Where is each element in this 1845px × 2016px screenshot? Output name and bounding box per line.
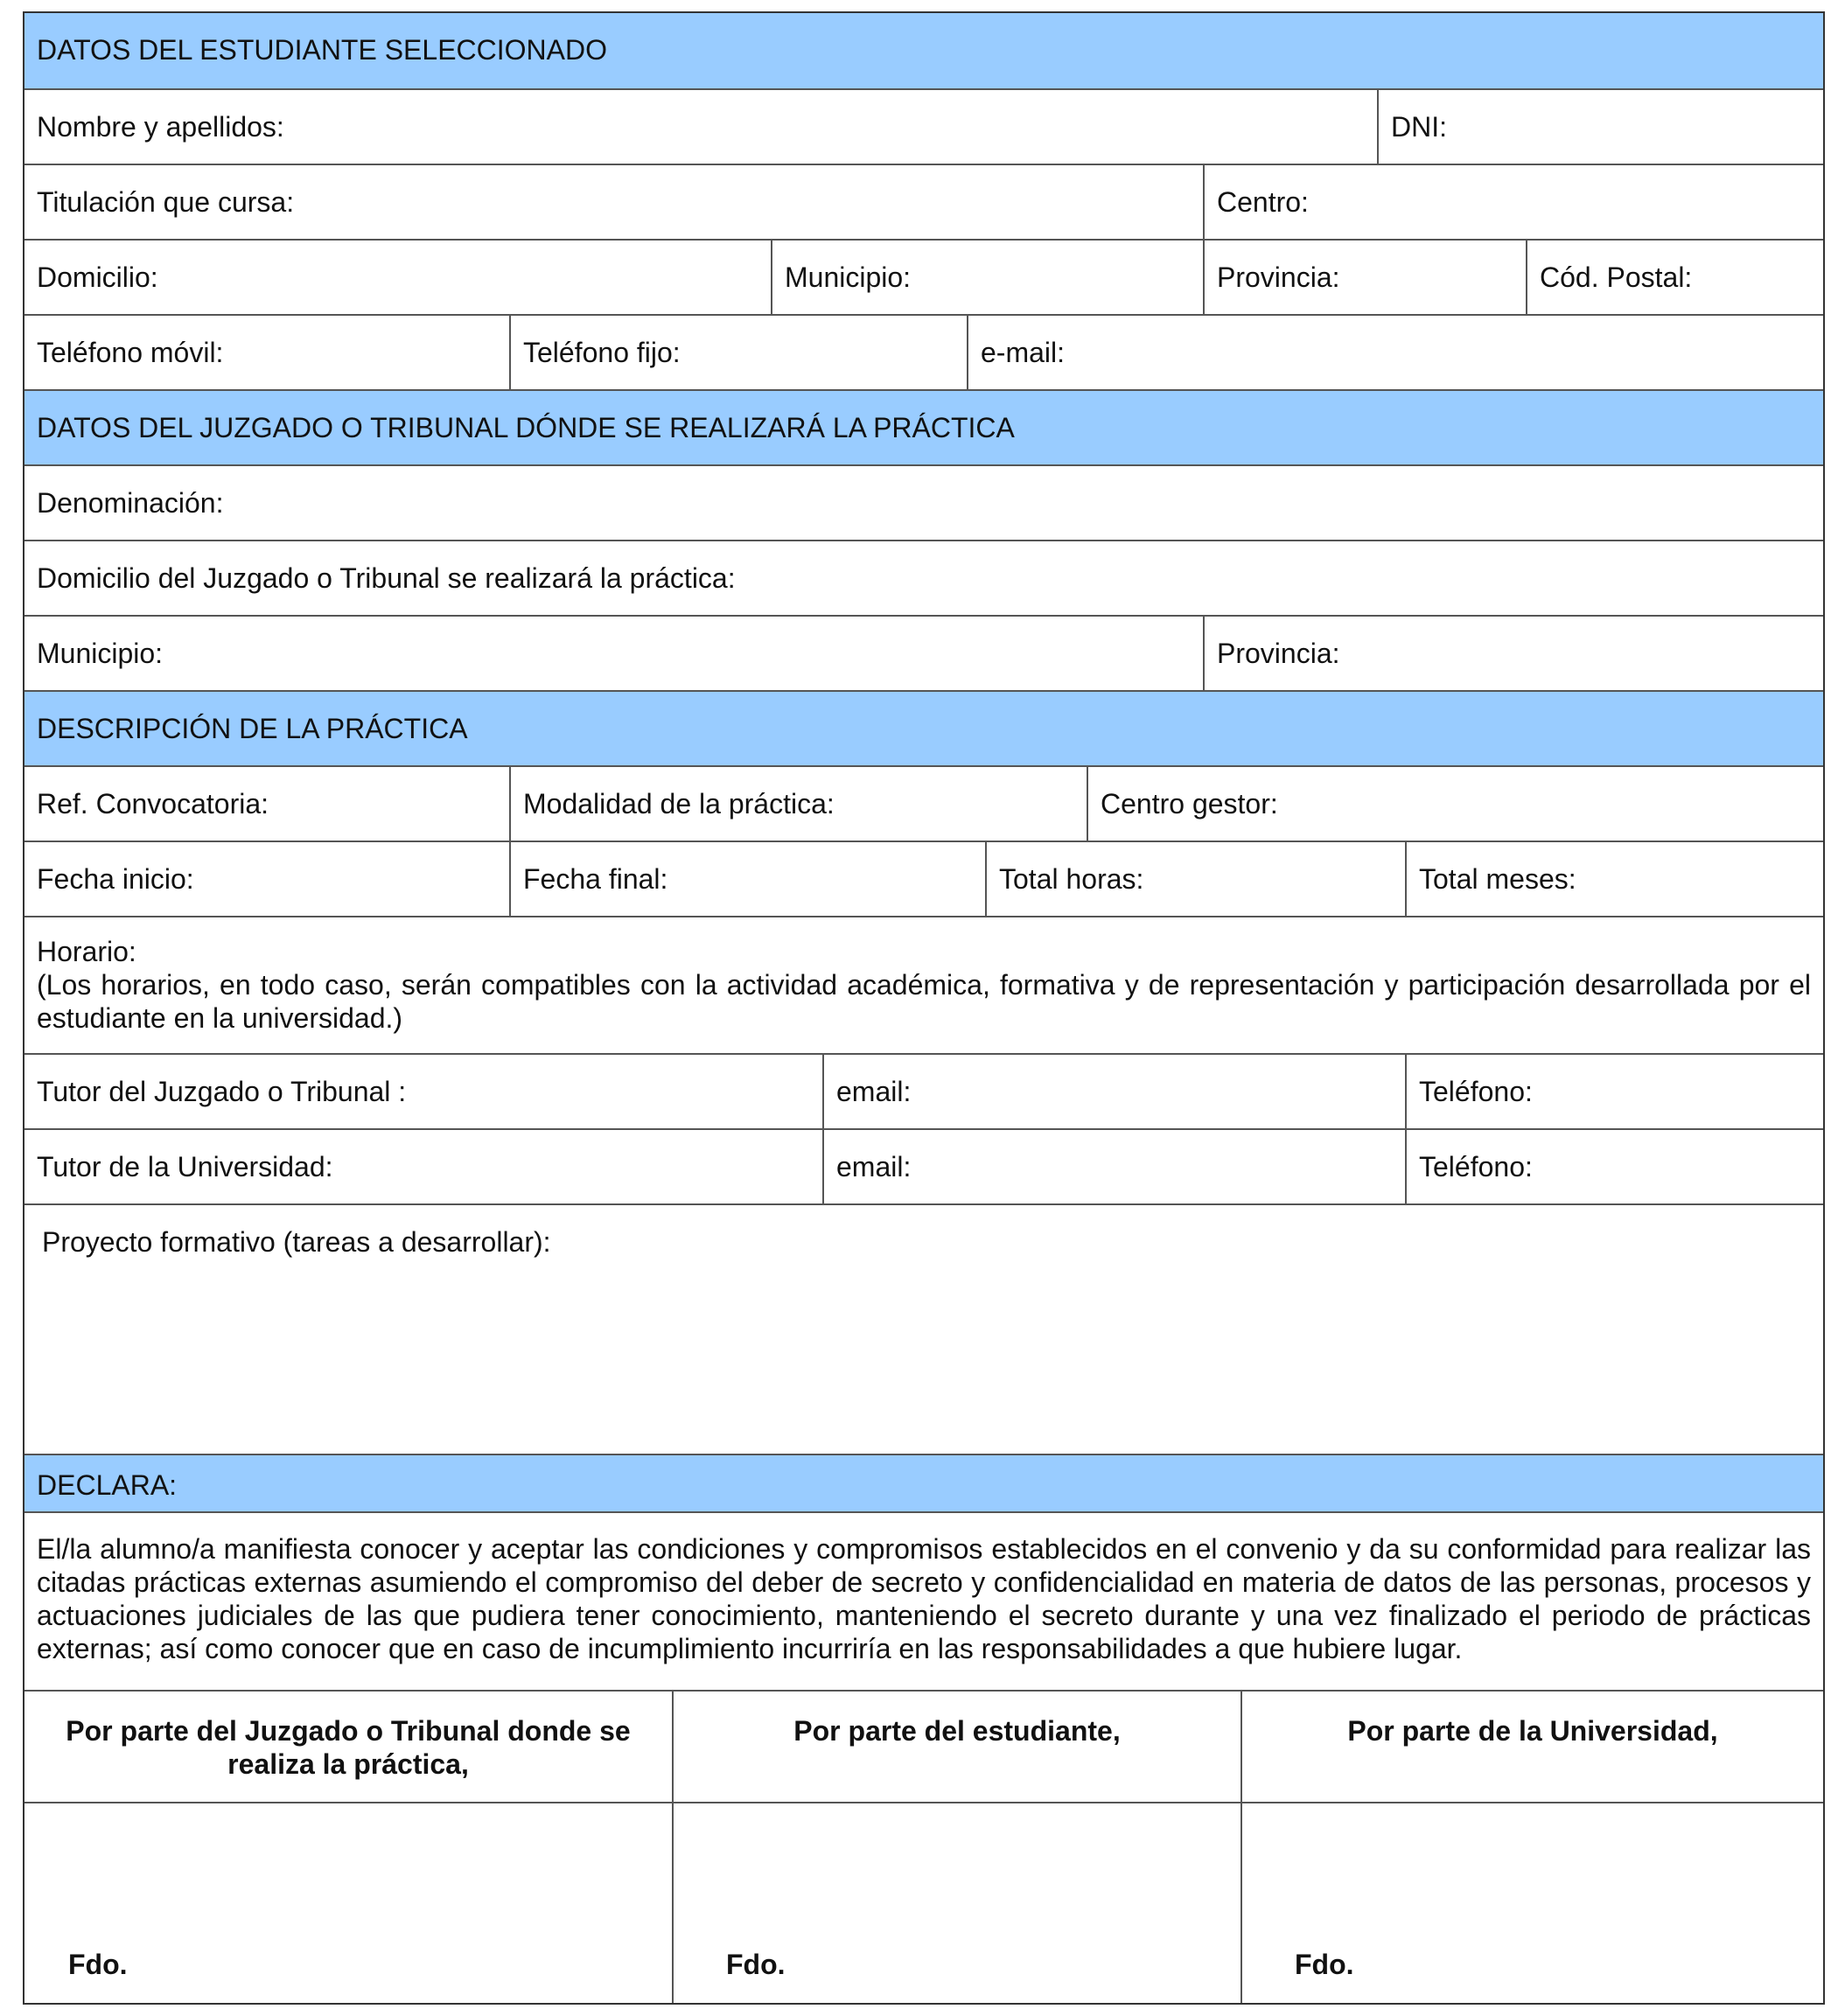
row-signature-boxes — [24, 1802, 1823, 2003]
municipio-juzgado-field[interactable]: Municipio: — [37, 638, 164, 669]
section-title: DATOS DEL JUZGADO O TRIBUNAL DÓNDE SE REALIZARÁ LA PRÁCTICA — [37, 412, 1015, 443]
row-telefonos — [24, 314, 1823, 389]
provincia-field[interactable]: Provincia: — [1203, 241, 1526, 314]
tutor-juzgado-field[interactable]: Tutor del Juzgado o Tribunal : — [37, 1076, 407, 1107]
tutor-universidad-telefono-field[interactable]: Teléfono: — [1405, 1130, 1823, 1203]
signature-box-juzgado[interactable] — [24, 1803, 672, 2003]
nombre-field[interactable]: Nombre y apellidos: — [37, 111, 284, 143]
fdo-label: Fdo. — [726, 1949, 786, 1980]
signature-box-estudiante[interactable] — [672, 1803, 1240, 2003]
section-title: DATOS DEL ESTUDIANTE SELECCIONADO — [37, 34, 607, 66]
declaration-text: El/la alumno/a manifiesta conocer y aceptar las condiciones y compromisos establecidos en el convenio y da su conformidad para realizar las citadas prácticas externas asumiendo el compromiso del deber de secreto y confidencialidad en materia de datos de las personas, procesos y actuaciones judiciales de las que pudiera tener conocimiento, manteniendo el secreto durante y una vez finalizado el periodo de prácticas externas; así como conocer que en caso de incumplimiento incurriría en las responsabilidades a que hubiere lugar. — [37, 1533, 1811, 1664]
fijo-field[interactable]: Teléfono fijo: — [509, 316, 967, 389]
signature-header-estudiante: Por parte del estudiante, — [672, 1692, 1240, 1802]
proyecto-formativo-field[interactable]: Proyecto formativo (tareas a desarrollar): — [42, 1226, 551, 1258]
tutor-juzgado-email-field[interactable]: email: — [822, 1055, 1405, 1128]
domicilio-field[interactable]: Domicilio: — [37, 262, 158, 293]
row-titulacion — [24, 164, 1823, 239]
row-horario — [24, 916, 1823, 1053]
domicilio-juzgado-field[interactable]: Domicilio del Juzgado o Tribunal se realizará la práctica: — [37, 562, 736, 594]
cod-postal-field[interactable]: Cód. Postal: — [1526, 241, 1823, 314]
signature-header-universidad: Por parte de la Universidad, — [1240, 1692, 1823, 1802]
horario-label: Horario: — [37, 936, 136, 967]
row-tutor-juzgado — [24, 1053, 1823, 1128]
total-horas-field[interactable]: Total horas: — [985, 842, 1405, 916]
tutor-universidad-field[interactable]: Tutor de la Universidad: — [37, 1151, 333, 1182]
row-proyecto — [24, 1203, 1823, 1454]
signature-box-universidad[interactable] — [1240, 1803, 1823, 2003]
tutor-juzgado-telefono-field[interactable]: Teléfono: — [1405, 1055, 1823, 1128]
dni-field[interactable]: DNI: — [1377, 90, 1823, 164]
fdo-label: Fdo. — [1295, 1949, 1354, 1980]
movil-field[interactable]: Teléfono móvil: — [37, 337, 224, 368]
row-domicilio — [24, 239, 1823, 314]
section-header-practice — [24, 690, 1823, 765]
modalidad-field[interactable]: Modalidad de la práctica: — [509, 767, 1087, 841]
row-nombre — [24, 88, 1823, 164]
email-field[interactable]: e-mail: — [967, 316, 1823, 389]
fdo-label: Fdo. — [68, 1949, 128, 1980]
row-domicilio-juzgado — [24, 540, 1823, 615]
horario-note: (Los horarios, en todo caso, serán compatibles con la actividad académica, formativa y de representación y participación desarrollada por el estudiante en la universidad.) — [37, 969, 1811, 1034]
centro-field[interactable]: Centro: — [1203, 165, 1823, 239]
section-header-declara — [24, 1454, 1823, 1511]
row-convocatoria — [24, 765, 1823, 841]
row-municipio-juzgado — [24, 615, 1823, 690]
fecha-inicio-field[interactable]: Fecha inicio: — [37, 863, 194, 895]
titulacion-field[interactable]: Titulación que cursa: — [37, 186, 295, 218]
section-header-student — [24, 13, 1823, 88]
centro-gestor-field[interactable]: Centro gestor: — [1087, 767, 1823, 841]
row-signature-headers — [24, 1690, 1823, 1802]
fecha-final-field[interactable]: Fecha final: — [509, 842, 985, 916]
section-title: DECLARA: — [37, 1469, 178, 1501]
row-fechas — [24, 841, 1823, 916]
signature-header-juzgado: Por parte del Juzgado o Tribunal donde se realiza la práctica, — [66, 1715, 631, 1780]
section-header-court — [24, 389, 1823, 464]
provincia-juzgado-field[interactable]: Provincia: — [1203, 617, 1823, 690]
ref-convocatoria-field[interactable]: Ref. Convocatoria: — [37, 788, 269, 820]
row-tutor-universidad — [24, 1128, 1823, 1203]
section-title: DESCRIPCIÓN DE LA PRÁCTICA — [37, 713, 468, 744]
total-meses-field[interactable]: Total meses: — [1405, 842, 1823, 916]
denominacion-field[interactable]: Denominación: — [37, 487, 224, 519]
internship-form — [23, 11, 1825, 2005]
municipio-field[interactable]: Municipio: — [771, 241, 1203, 314]
tutor-universidad-email-field[interactable]: email: — [822, 1130, 1405, 1203]
row-denominacion — [24, 464, 1823, 540]
horario-field[interactable] — [24, 917, 1823, 1035]
row-declara-text — [24, 1511, 1823, 1690]
